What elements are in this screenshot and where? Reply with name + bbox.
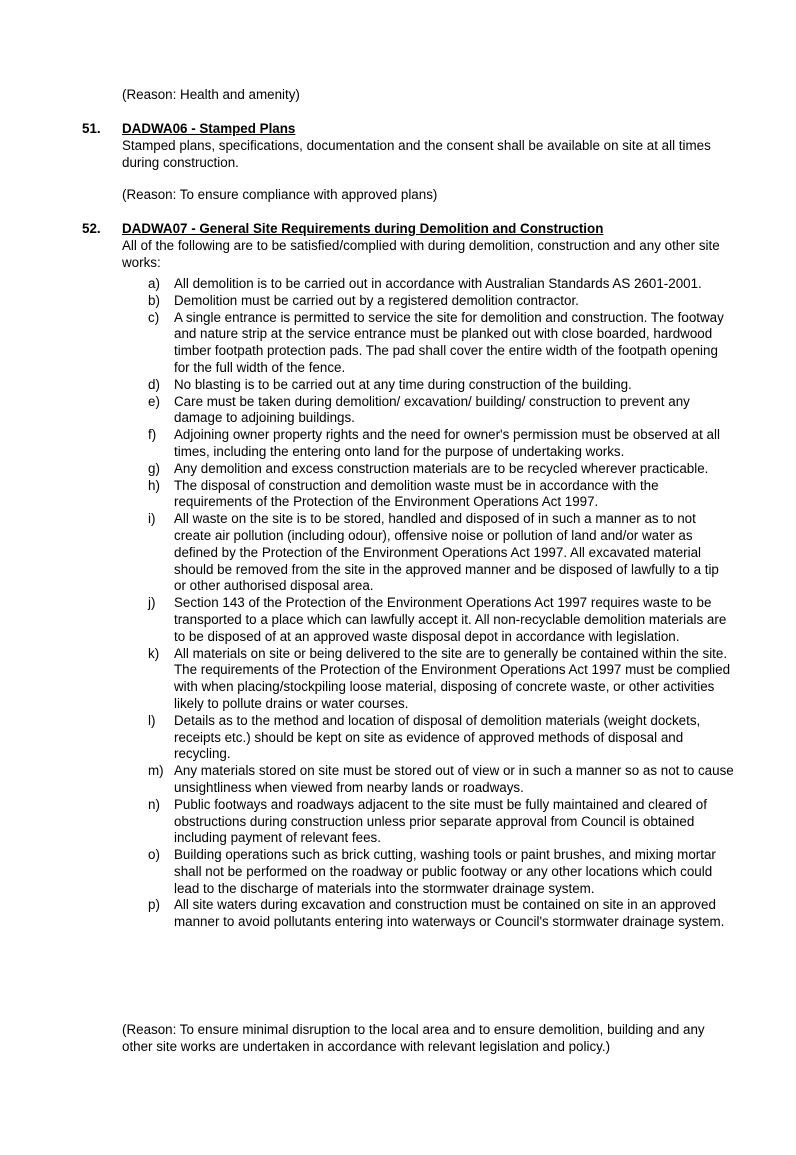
list-item xyxy=(122,377,734,394)
list-item-text: Building operations such as brick cutting, washing tools or paint brushes, and mixing mortar shall not be performed on the roadway or public footway or any other locations which could lead to the discharge of materials into the stormwater drainage system. xyxy=(174,847,716,896)
list-item xyxy=(122,713,734,763)
list-item-label: l) xyxy=(148,712,156,728)
list-item-text: Section 143 of the Protection of the Environment Operations Act 1997 requires waste to be transported to a place which can lawfully accept it. All non-recyclable demolition materials are to be disposed of at an approved waste disposal depot in accordance with legislation. xyxy=(174,595,727,644)
list-item-label: f) xyxy=(148,427,157,443)
list-item-text: Demolition must be carried out by a registered demolition contractor. xyxy=(174,292,579,308)
list-item xyxy=(122,897,734,931)
list-item-text: Any demolition and excess construction materials are to be recycled wherever practicable. xyxy=(174,460,709,476)
list-item-label: b) xyxy=(148,292,160,308)
condition-52-intro: All of the following are to be satisfied/complied with during demolition, construction and any other site works: xyxy=(122,238,720,270)
list-item xyxy=(122,646,734,713)
list-item-text: All materials on site or being delivered to the site are to generally be contained within the site. The requirements of the Protection of the Environment Operations Act 1997 must be complied with when placing/stockpiling loose material, disposing of concrete waste, or other activities likely to pollute drains or water courses. xyxy=(174,645,731,711)
list-item-label: e) xyxy=(148,393,160,409)
list-item xyxy=(122,293,734,310)
list-item xyxy=(122,847,734,897)
list-item-text: Adjoining owner property rights and the need for owner's permission must be observed at all times, including the entering onto land for the purpose of undertaking works. xyxy=(174,427,720,459)
condition-51-body: Stamped plans, specifications, documentation and the consent shall be available on site at all times during construction. xyxy=(122,138,711,170)
list-item-label: p) xyxy=(148,897,160,913)
list-item xyxy=(122,427,734,461)
list-item-text: The disposal of construction and demolition waste must be in accordance with the requirements of the Protection of the Environment Operations Act 1997. xyxy=(174,477,659,510)
list-item-text: A single entrance is permitted to service the site for demolition and construction. The footway and nature strip at the service entrance must be planked out with close boarded, hardwood timber footpath protection pads. The pad shall cover the entire width of the footpath opening for the full width of the fence. xyxy=(174,309,724,375)
previous-condition-reason: (Reason: Health and amenity) xyxy=(122,87,300,102)
list-item-text: Care must be taken during demolition/ excavation/ building/ construction to prevent any damage to adjoining buildings. xyxy=(174,393,690,426)
condition-51-title: DADWA06 - Stamped Plans xyxy=(122,121,296,136)
condition-52-title: DADWA07 - General Site Requirements during Demolition and Construction xyxy=(122,221,604,236)
list-item xyxy=(122,310,734,377)
list-item xyxy=(122,461,734,478)
list-item xyxy=(122,276,734,293)
list-item xyxy=(122,394,734,428)
requirements-list xyxy=(122,276,734,931)
list-item xyxy=(122,478,734,512)
condition-51-number: 51. xyxy=(82,121,101,136)
list-item-label: c) xyxy=(148,309,160,325)
list-item xyxy=(122,797,734,847)
condition-52-number: 52. xyxy=(82,221,101,236)
list-item-text: Public footways and roadways adjacent to the site must be fully maintained and cleared of obstructions during construction unless prior separate approval from Council is obtained including payment of relevant fees. xyxy=(174,796,707,846)
list-item xyxy=(122,595,734,645)
list-item-label: d) xyxy=(148,376,160,392)
list-item-label: k) xyxy=(148,645,160,661)
list-item-text: Any materials stored on site must be stored out of view or in such a manner so as not to cause unsightliness when viewed from nearby lands or roadways. xyxy=(174,763,734,795)
list-item xyxy=(122,511,734,595)
list-item-label: j) xyxy=(148,595,156,611)
list-item-text: All site waters during excavation and construction must be contained on site in an approved manner to avoid pollutants entering into waterways or Council's stormwater drainage system. xyxy=(174,897,725,930)
list-item-label: g) xyxy=(148,460,160,476)
condition-52-reason: (Reason: To ensure minimal disruption to the local area and to ensure demolition, building and any other site works are undertaken in accordance with relevant legislation and policy.) xyxy=(122,1022,705,1054)
list-item-label: a) xyxy=(148,276,160,291)
list-item-label: n) xyxy=(148,796,160,812)
list-item-label: m) xyxy=(148,763,164,779)
list-item-text: All waste on the site is to be stored, handled and disposed of in such a manner as to not create air pollution (including odour), offensive noise or pollution of land and/or water as defined by the Protection of the Environment Operations Act 1997. All excavated material should be removed from the site in the approved manner and be disposed of lawfully to a tip or other authorised disposal area. xyxy=(174,511,719,594)
list-item-label: i) xyxy=(148,511,156,527)
list-item-text: All demolition is to be carried out in accordance with Australian Standards AS 2601-2001. xyxy=(174,276,702,291)
list-item-text: Details as to the method and location of disposal of demolition materials (weight dockets, receipts etc.) should be kept on site as evidence of approved methods of disposal and recycling. xyxy=(174,712,701,762)
list-item-label: h) xyxy=(148,477,160,493)
list-item-text: No blasting is to be carried out at any time during construction of the building. xyxy=(174,376,632,392)
list-item-label: o) xyxy=(148,847,160,863)
list-item xyxy=(122,763,734,797)
condition-51-reason: (Reason: To ensure compliance with approved plans) xyxy=(122,187,438,202)
